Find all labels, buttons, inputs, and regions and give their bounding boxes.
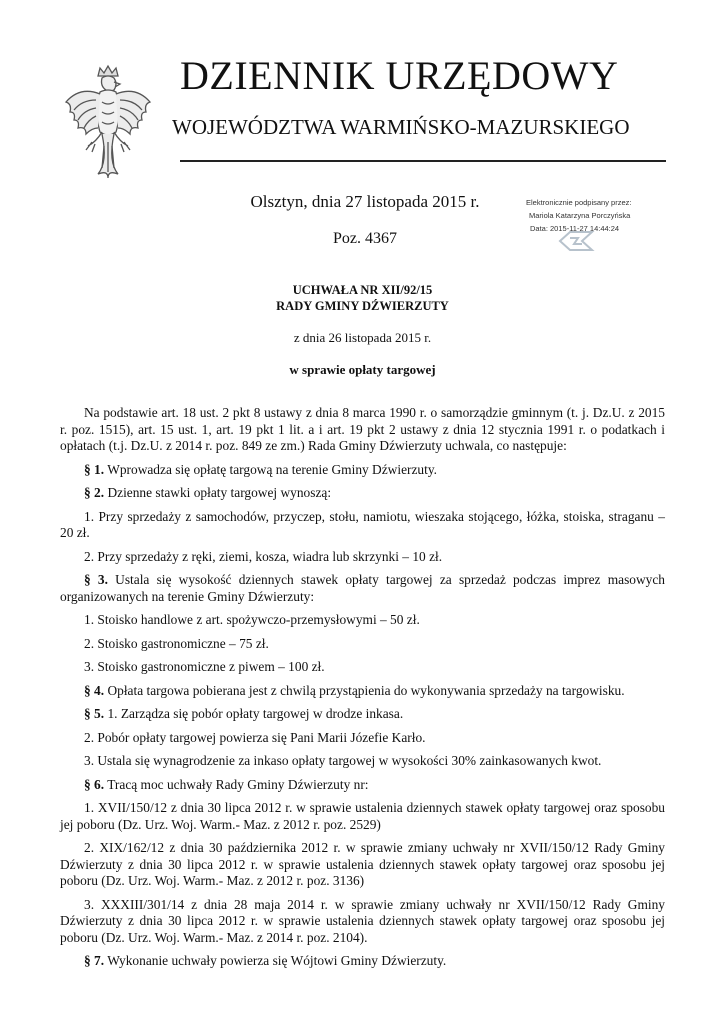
publication-date: Olsztyn, dnia 27 listopada 2015 r. (250, 192, 480, 211)
section-text: Ustala się wysokość dziennych stawek opłaty targowej za sprzedaż podczas imprez masowych organizowanych na terenie Gminy Dźwierzuty: (60, 572, 665, 604)
signature-label: Elektronicznie podpisany przez: (526, 198, 632, 207)
list-item: 2. XIX/162/12 z dnia 30 października 2012 r. w sprawie zmiany uchwały nr XVII/150/12 Rady Gminy Dźwierzuty z dnia 30 lipca 2012 r. w sprawie ustalenia dziennych stawek opłaty targowej oraz sposobu jej poboru (Dz. Urz. Woj. Warm.- Maz. z 2012 r. poz. 3136) (60, 840, 665, 888)
preamble-paragraph: Na podstawie art. 18 ust. 2 pkt 8 ustawy z dnia 8 marca 1990 r. o samorządzie gminnym (t. j. Dz.U. z 2015 r. poz. 1515), art. 15 ust. 1, art. 19 pkt 1 lit. a i art. 19 pkt 2 ustawy z dnia 12 stycznia 1991 r. o podatkach i opłatach (t.j. Dz.U. z 2014 r. poz. 849 ze zm.) Rada Gminy Dźwierzuty uchwala, co następuje: (60, 405, 665, 453)
list-item: 3. Stoisko gastronomiczne z piwem – 100 zł. (84, 659, 325, 674)
section-6 (60, 777, 665, 794)
resolution-number: UCHWAŁA NR XII/92/15 (292, 283, 433, 297)
section-text: Opłata targowa pobierana jest z chwilą przystąpienia do wykonywania sprzedaży na targowisku. (107, 682, 625, 698)
resolution-date: z dnia 26 listopada 2015 r. (293, 330, 432, 345)
list-item: 2. Stoisko gastronomiczne – 75 zł. (84, 635, 269, 651)
section-label: § 7. (84, 953, 105, 968)
section-text: Dzienne stawki opłaty targowej wynoszą: (107, 485, 332, 500)
section-7 (60, 953, 665, 970)
list-item: 2. Przy sprzedaży z ręki, ziemi, kosza, wiadra lub skrzynki – 10 zł. (84, 548, 443, 564)
section-label: § 4. (84, 682, 105, 698)
section-3 (60, 572, 665, 605)
document-body (60, 405, 665, 977)
resolution-subject: w sprawie opłaty targowej (289, 362, 436, 377)
section-label: § 1. (84, 461, 105, 477)
section-text: Wykonanie uchwały powierza się Wójtowi Gminy Dźwierzuty. (107, 953, 447, 968)
journal-title: DZIENNIK URZĘDOWY (180, 53, 619, 98)
signature-seal-icon (556, 230, 596, 252)
section-label: § 2. (84, 485, 105, 500)
section-text: Wprowadza się opłatę targową na terenie Gminy Dźwierzuty. (107, 461, 437, 477)
header-divider (180, 160, 666, 162)
section-1 (60, 462, 665, 479)
list-item: 3. XXXIII/301/14 z dnia 28 maja 2014 r. w sprawie zmiany uchwały nr XVII/150/12 Rady Gminy Dźwierzuty z dnia 30 lipca 2012 r. w sprawie ustalenia dziennych stawek opłaty targowej oraz sposobu jej poboru (Dz. Urz. Woj. Warm.- Maz. z 2014 r. poz. 2104). (60, 896, 665, 945)
section-text: 1. Zarządza się pobór opłaty targowej w drodze inkasa. (107, 706, 404, 721)
list-item: 1. Przy sprzedaży z samochodów, przyczep, stołu, namiotu, wieszaka stojącego, łóżka, stoiska, straganu – 20 zł. (60, 508, 665, 540)
section-label: § 3. (84, 572, 108, 587)
section-5 (60, 706, 665, 723)
list-item: 3. Ustala się wynagrodzenie za inkaso opłaty targowej w wysokości 30% zainkasowanych kwot. (84, 753, 602, 768)
section-4 (60, 683, 665, 700)
eagle-emblem-icon (62, 62, 154, 182)
list-item: 1. XVII/150/12 z dnia 30 lipca 2012 r. w sprawie ustalenia dziennych stawek opłaty targowej oraz sposobu jej poboru (Dz. Urz. Woj. Warm.- Maz. z 2012 r. poz. 2529) (60, 800, 665, 832)
list-item: 2. Pobór opłaty targowej powierza się Pani Marii Józefie Karło. (84, 729, 426, 745)
list-item: 1. Stoisko handlowe z art. spożywczo-przemysłowymi – 50 zł. (84, 612, 420, 627)
electronic-signature (526, 196, 696, 235)
signature-date: Data: 2015-11-27 14:44:24 (530, 224, 620, 233)
section-label: § 6. (84, 776, 105, 792)
signature-signer: Mariola Katarzyna Porczyńska (529, 211, 631, 220)
journal-subtitle: WOJEWÓDZTWA WARMIŃSKO-MAZURSKIEGO (172, 115, 630, 139)
position-number: Poz. 4367 (333, 230, 397, 247)
section-label: § 5. (84, 706, 105, 721)
section-2 (60, 485, 665, 502)
section-text: Tracą moc uchwały Rady Gminy Dźwierzuty nr: (107, 776, 369, 792)
council-name: RADY GMINY DŹWIERZUTY (276, 299, 449, 313)
